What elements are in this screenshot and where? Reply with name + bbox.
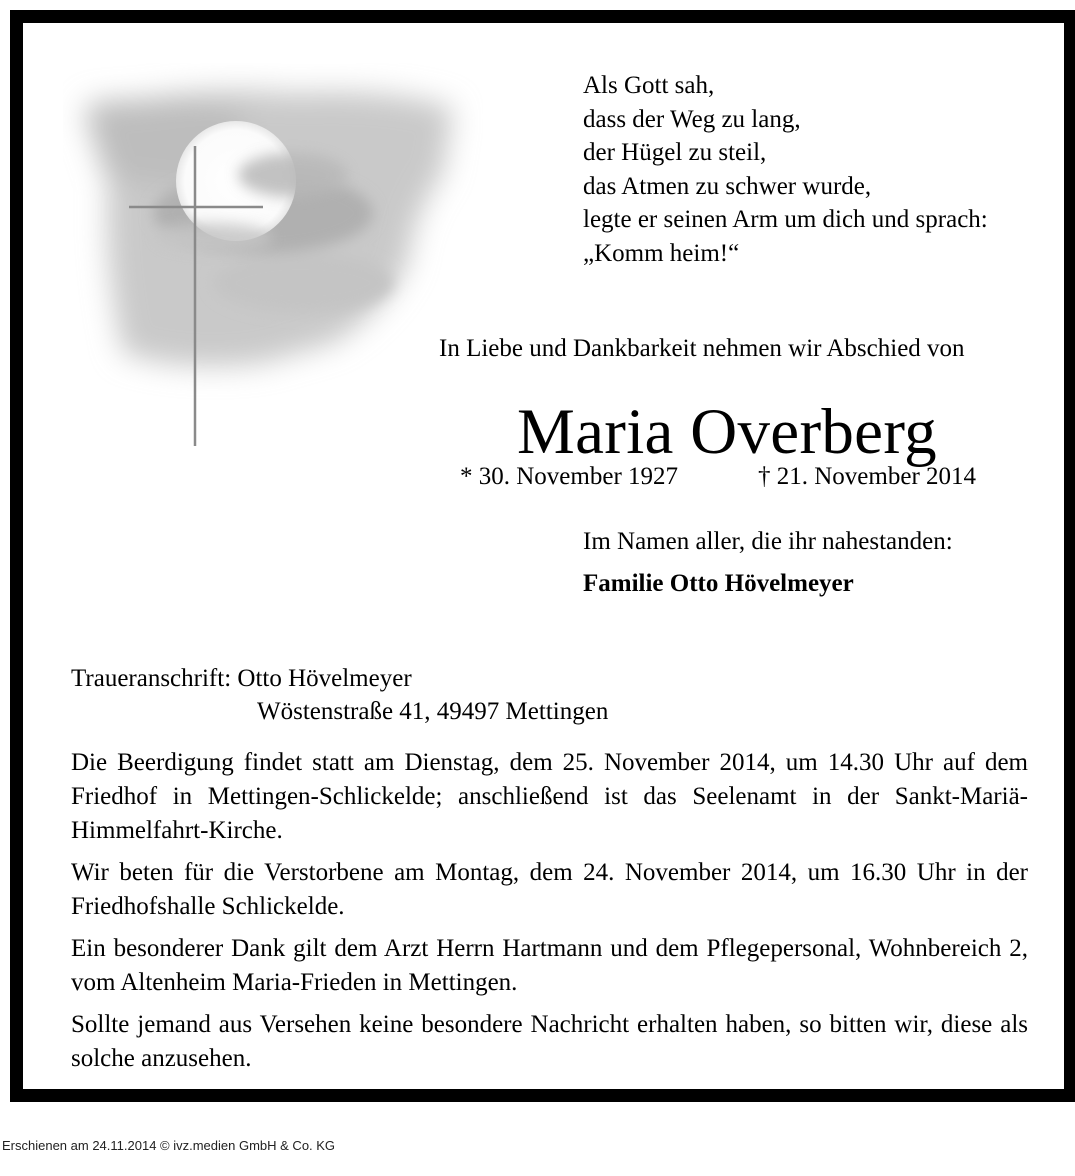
mourning-address-line1: Traueranschrift: Otto Hövelmeyer — [71, 665, 412, 692]
obituary-frame — [10, 10, 1075, 1102]
publication-footer: Erschienen am 24.11.2014 © ivz.medien GmbH & Co. KG — [2, 1138, 336, 1153]
family-signature: Familie Otto Hövelmeyer — [583, 570, 854, 597]
prayer-paragraph: Wir beten für die Verstorbene am Montag, dem 24. November 2014, um 16.30 Uhr in der Friedhofshalle Schlickelde. — [71, 859, 1028, 920]
poem-line: legte er seinen Arm um dich und sprach: — [583, 206, 988, 234]
mourning-address-line2: Wöstenstraße 41, 49497 Mettingen — [257, 698, 609, 725]
poem-line: der Hügel zu steil, — [583, 139, 767, 167]
poem-line: dass der Weg zu lang, — [583, 105, 801, 133]
on-behalf-line: Im Namen aller, die ihr nahestanden: — [583, 528, 953, 555]
cross-moon-illustration — [63, 63, 483, 483]
poem-line: Als Gott sah, — [583, 72, 715, 99]
farewell-intro: In Liebe und Dankbarkeit nehmen wir Abschied von — [439, 335, 965, 362]
funeral-details — [71, 746, 1028, 1084]
funeral-paragraph: Die Beerdigung findet statt am Dienstag, dem 25. November 2014, um 14.30 Uhr auf dem Friedhof in Mettingen-Schlickelde; anschließend ist das Seelenamt in der Sankt-Mariä-Himmelfahrt-Kirche. — [71, 749, 1028, 844]
deceased-name: Maria Overberg — [517, 396, 937, 468]
death-date: † 21. November 2014 — [758, 463, 977, 490]
poem — [583, 69, 988, 271]
poem-line: „Komm heim!“ — [583, 239, 740, 267]
notice-paragraph: Sollte jemand aus Versehen keine besondere Nachricht erhalten haben, so bitten wir, diese als solche anzusehen. — [71, 1011, 1028, 1072]
life-dates — [460, 463, 976, 491]
thanks-paragraph: Ein besonderer Dank gilt dem Arzt Herrn Hartmann und dem Pflegepersonal, Wohnbereich 2, vom Altenheim Maria-Frieden in Mettingen. — [71, 935, 1028, 996]
birth-date: * 30. November 1927 — [460, 463, 679, 490]
poem-line: das Atmen zu schwer wurde, — [583, 172, 872, 200]
